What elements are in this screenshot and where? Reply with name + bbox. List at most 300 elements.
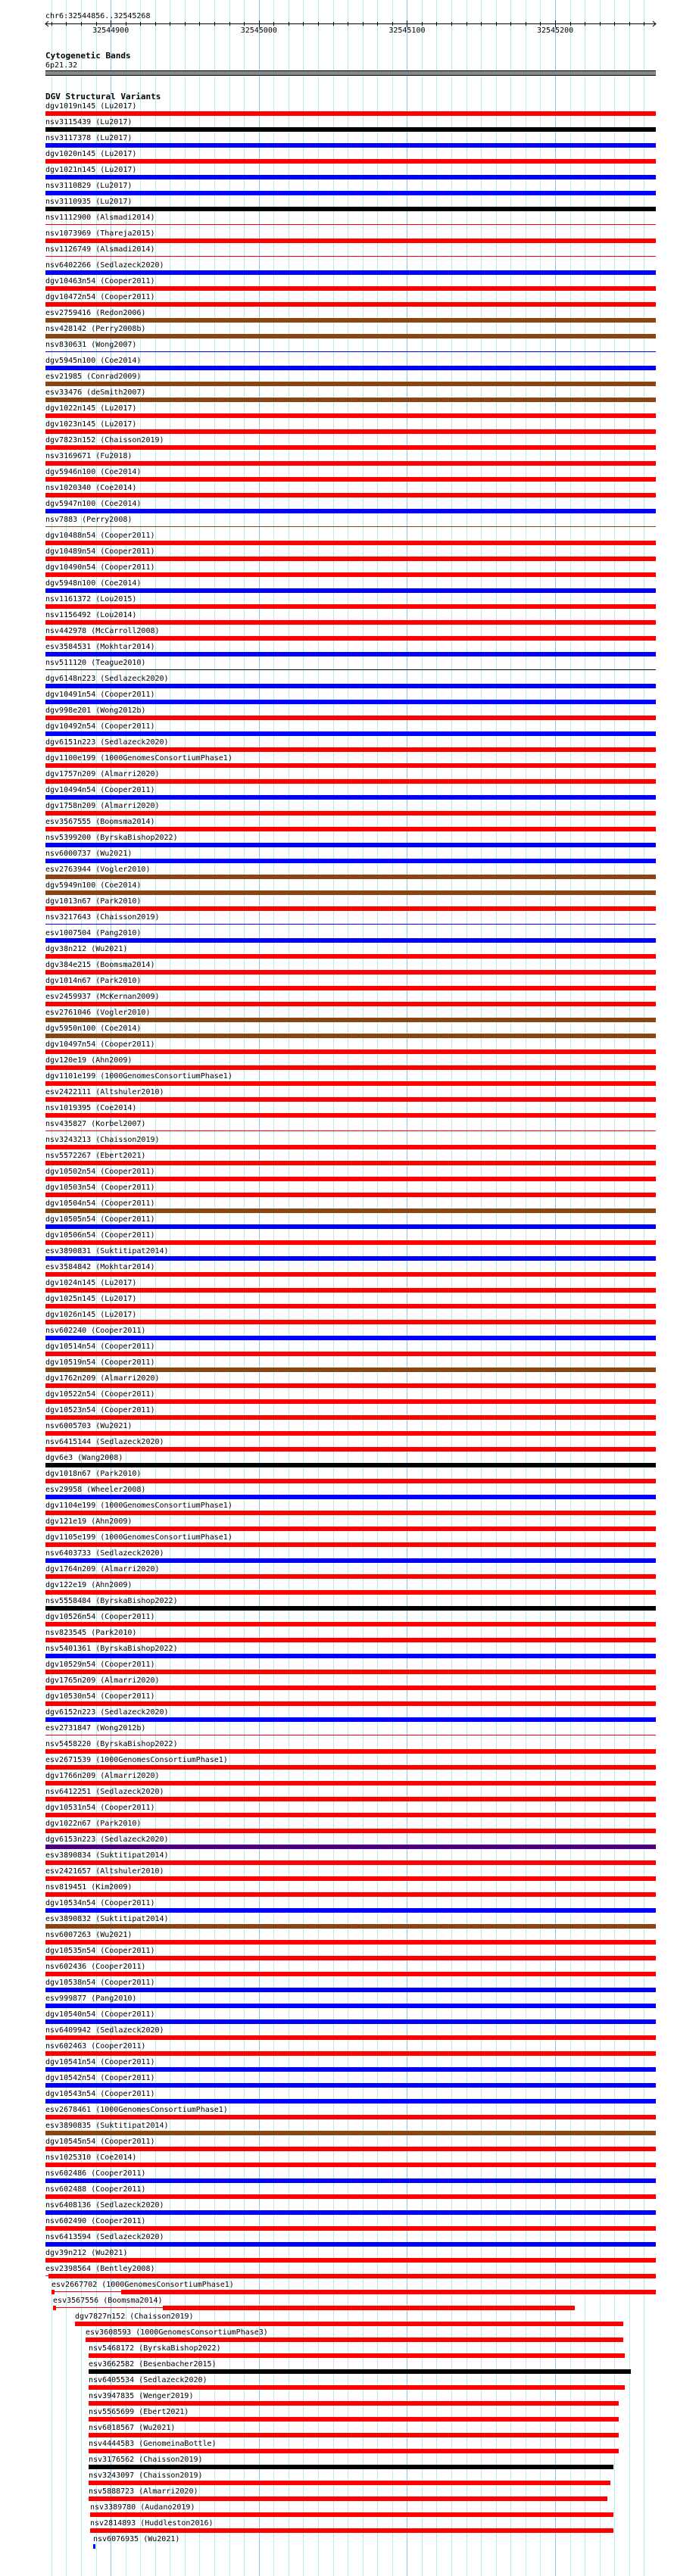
sv-label[interactable]: dgv10490n54 (Cooper2011) <box>45 563 155 572</box>
sv-label[interactable]: nsv602486 (Cooper2011) <box>45 2169 146 2178</box>
sv-label[interactable]: dgv1022n145 (Lu2017) <box>45 404 137 413</box>
sv-row[interactable] <box>0 148 674 164</box>
sv-label[interactable]: esv3890834 (Suktitipat2014) <box>45 1851 169 1860</box>
sv-row[interactable] <box>0 1134 674 1150</box>
sv-label[interactable]: esv3662582 (Besenbacher2015) <box>89 2360 217 2369</box>
sv-row[interactable] <box>0 1468 674 1484</box>
sv-bar[interactable] <box>45 445 656 450</box>
sv-label[interactable]: dgv5945n100 (Coe2014) <box>45 357 142 365</box>
sv-row[interactable] <box>0 2438 674 2454</box>
sv-bar[interactable] <box>45 1542 656 1547</box>
sv-label[interactable]: dgv10534n54 (Cooper2011) <box>45 1899 155 1907</box>
sv-row[interactable] <box>0 2359 674 2375</box>
sv-label[interactable]: esv2398564 (Bentley2008) <box>45 2265 155 2273</box>
sv-label[interactable]: nsv823545 (Park2010) <box>45 1629 137 1637</box>
sv-label[interactable]: nsv3115439 (Lu2017) <box>45 118 133 126</box>
sv-row[interactable] <box>0 1739 674 1754</box>
sv-bar[interactable] <box>45 1193 656 1197</box>
sv-bar[interactable] <box>45 1845 656 1849</box>
sv-label[interactable]: esv2667702 (1000GenomesConsortiumPhase1) <box>51 2281 234 2289</box>
sv-bar[interactable] <box>45 1479 656 1483</box>
sv-row[interactable] <box>0 975 674 991</box>
sv-label[interactable]: nsv602436 (Cooper2011) <box>45 1963 146 1971</box>
sv-row[interactable] <box>0 2009 674 2025</box>
sv-label[interactable]: dgv1765n209 (Almarri2020) <box>45 1676 160 1685</box>
sv-label[interactable]: dgv10529n54 (Cooper2011) <box>45 1661 155 1669</box>
sv-bar[interactable] <box>45 127 656 132</box>
sv-row[interactable] <box>0 594 674 610</box>
sv-row[interactable] <box>0 1818 674 1834</box>
sv-bar[interactable] <box>90 2528 613 2533</box>
sv-bar[interactable] <box>45 716 656 720</box>
sv-bar[interactable] <box>45 954 656 959</box>
sv-label[interactable]: nsv6409942 (Sedlazeck2020) <box>45 2026 164 2035</box>
sv-label[interactable]: dgv10523n54 (Cooper2011) <box>45 1406 155 1414</box>
sv-label[interactable]: esv2763944 (Vogler2010) <box>45 865 151 874</box>
sv-bar[interactable] <box>45 1558 656 1563</box>
sv-row[interactable] <box>0 1977 674 1993</box>
sv-bar[interactable] <box>45 731 656 736</box>
sv-bar[interactable] <box>45 429 656 434</box>
sv-row[interactable] <box>0 546 674 562</box>
sv-row[interactable] <box>0 769 674 784</box>
sv-bar[interactable] <box>55 2291 121 2292</box>
sv-label[interactable]: esv3608593 (1000GenomesConsortiumPhase3) <box>86 2328 268 2337</box>
sv-bar[interactable] <box>45 191 656 195</box>
sv-row[interactable] <box>0 2327 674 2343</box>
sv-bar[interactable] <box>45 2131 656 2135</box>
sv-label[interactable]: esv2761046 (Vogler2010) <box>45 1009 151 1017</box>
sv-label[interactable]: dgv10538n54 (Cooper2011) <box>45 1979 155 1987</box>
sv-bar[interactable] <box>93 2544 95 2549</box>
sv-row[interactable] <box>0 1834 674 1850</box>
sv-label[interactable]: nsv3947835 (Wenger2019) <box>89 2392 194 2400</box>
sv-label[interactable]: nsv2814893 (Huddleston2016) <box>90 2519 214 2528</box>
sv-label[interactable]: esv21985 (Conrad2009) <box>45 373 142 381</box>
sv-row[interactable] <box>0 1866 674 1882</box>
sv-row[interactable] <box>0 1548 674 1564</box>
sv-label[interactable]: esv2671539 (1000GenomesConsortiumPhase1) <box>45 1756 228 1764</box>
sv-label[interactable]: dgv6152n223 (Sedlazeck2020) <box>45 1708 169 1717</box>
sv-row[interactable] <box>0 387 674 403</box>
sv-row[interactable] <box>0 1071 674 1087</box>
sv-label[interactable]: dgv10535n54 (Cooper2011) <box>45 1947 155 1955</box>
sv-row[interactable] <box>0 562 674 578</box>
sv-bar[interactable] <box>45 207 656 211</box>
sv-bar[interactable] <box>45 413 656 418</box>
sv-row[interactable] <box>0 1023 674 1039</box>
sv-bar[interactable] <box>45 382 656 386</box>
sv-row[interactable] <box>0 753 674 769</box>
sv-row[interactable] <box>0 2486 674 2502</box>
sv-bar[interactable] <box>45 1208 656 1213</box>
sv-bar[interactable] <box>45 239 656 243</box>
sv-bar[interactable] <box>45 1749 656 1754</box>
sv-row[interactable] <box>0 1707 674 1723</box>
sv-label[interactable]: dgv6153n223 (Sedlazeck2020) <box>45 1835 169 1844</box>
sv-row[interactable] <box>0 228 674 244</box>
sv-label[interactable]: nsv1019395 (Coe2014) <box>45 1104 137 1112</box>
sv-label[interactable]: dgv1019n145 (Lu2017) <box>45 102 137 111</box>
sv-label[interactable]: dgv10502n54 (Cooper2011) <box>45 1168 155 1176</box>
sv-label[interactable]: esv2759416 (Redon2006) <box>45 309 146 317</box>
sv-label[interactable]: dgv1014n67 (Park2010) <box>45 977 142 985</box>
sv-label[interactable]: nsv1025310 (Coe2014) <box>45 2153 137 2162</box>
sv-label[interactable]: dgv1023n145 (Lu2017) <box>45 420 137 429</box>
sv-label[interactable]: dgv10488n54 (Cooper2011) <box>45 532 155 540</box>
sv-row[interactable] <box>0 1102 674 1118</box>
sv-row[interactable] <box>0 1007 674 1023</box>
sv-label[interactable]: nsv1161372 (Lou2015) <box>45 595 137 603</box>
sv-bar[interactable] <box>45 1765 656 1770</box>
sv-label[interactable]: nsv602240 (Cooper2011) <box>45 1327 146 1335</box>
sv-label[interactable]: nsv1156492 (Lou2014) <box>45 611 137 619</box>
sv-bar[interactable] <box>45 747 656 752</box>
sv-row[interactable] <box>0 2025 674 2041</box>
sv-row[interactable] <box>0 1357 674 1373</box>
sv-row[interactable] <box>0 1898 674 1913</box>
sv-bar[interactable] <box>45 1590 656 1595</box>
sv-row[interactable] <box>0 1166 674 1182</box>
sv-label[interactable]: esv29958 (Wheeler2008) <box>45 1486 146 1494</box>
sv-row[interactable] <box>0 2375 674 2390</box>
sv-row[interactable] <box>0 1961 674 1977</box>
sv-bar[interactable] <box>89 2369 631 2374</box>
sv-label[interactable]: dgv122e19 (Ahn2009) <box>45 1581 133 1589</box>
sv-label[interactable]: nsv6413594 (Sedlazeck2020) <box>45 2233 164 2241</box>
sv-label[interactable]: dgv1758n209 (Almarri2020) <box>45 802 160 810</box>
sv-label[interactable]: nsv6018567 (Wu2021) <box>89 2424 176 2432</box>
sv-label[interactable]: dgv7827n152 (Chaisson2019) <box>75 2312 194 2321</box>
sv-row[interactable] <box>0 1452 674 1468</box>
sv-row[interactable] <box>0 2200 674 2216</box>
sv-bar[interactable] <box>45 1304 656 1308</box>
sv-row[interactable] <box>0 1786 674 1802</box>
sv-label[interactable]: esv3584842 (Mokhtar2014) <box>45 1263 155 1271</box>
sv-label[interactable]: nsv5572267 (Ebert2021) <box>45 1152 146 1160</box>
sv-row[interactable] <box>0 1611 674 1627</box>
sv-bar[interactable] <box>45 1495 656 1499</box>
sv-label[interactable]: dgv6148n223 (Sedlazeck2020) <box>45 675 169 683</box>
sv-bar[interactable] <box>45 1431 656 1436</box>
sv-bar[interactable] <box>45 986 656 990</box>
sv-bar[interactable] <box>45 2067 656 2072</box>
sv-label[interactable]: dgv10497n54 (Cooper2011) <box>45 1040 155 1049</box>
sv-row[interactable] <box>0 1230 674 1246</box>
sv-row[interactable] <box>0 943 674 959</box>
sv-label[interactable]: dgv998e201 (Wong2012b) <box>45 706 146 715</box>
sv-label[interactable]: nsv1112900 (Alsmadi2014) <box>45 214 155 222</box>
sv-label[interactable]: dgv38n212 (Wu2021) <box>45 945 128 953</box>
sv-row[interactable] <box>0 1754 674 1770</box>
sv-bar[interactable] <box>45 1113 656 1118</box>
sv-row[interactable] <box>0 1150 674 1166</box>
sv-label[interactable]: nsv6405534 (Sedlazeck2020) <box>89 2376 208 2384</box>
sv-bar[interactable] <box>45 1240 656 1245</box>
sv-label[interactable]: esv2422111 (Altshuler2010) <box>45 1088 164 1096</box>
sv-label[interactable]: dgv10489n54 (Cooper2011) <box>45 547 155 556</box>
sv-bar[interactable] <box>45 461 656 466</box>
sv-row[interactable] <box>0 180 674 196</box>
sv-label[interactable]: nsv435827 (Korbel2007) <box>45 1120 146 1128</box>
sv-bar[interactable] <box>45 1956 656 1960</box>
sv-row[interactable] <box>0 276 674 292</box>
sv-label[interactable]: nsv6402266 (Sedlazeck2020) <box>45 261 164 270</box>
sv-row[interactable] <box>0 2279 674 2295</box>
sv-bar[interactable] <box>45 1829 656 1833</box>
sv-row[interactable] <box>0 2406 674 2422</box>
sv-bar[interactable] <box>45 588 656 593</box>
sv-row[interactable] <box>0 1532 674 1548</box>
sv-bar[interactable] <box>45 700 656 704</box>
sv-label[interactable]: dgv1104e199 (1000GenomesConsortiumPhase1) <box>45 1502 232 1510</box>
sv-row[interactable] <box>0 371 674 387</box>
sv-row[interactable] <box>0 1436 674 1452</box>
sv-bar[interactable] <box>45 2083 656 2088</box>
sv-row[interactable] <box>0 1516 674 1532</box>
sv-bar[interactable] <box>45 2210 656 2215</box>
sv-row[interactable] <box>0 2422 674 2438</box>
sv-bar[interactable] <box>45 1399 656 1404</box>
sv-bar[interactable] <box>45 1368 656 1372</box>
sv-bar[interactable] <box>56 2307 163 2308</box>
sv-label[interactable]: dgv120e19 (Ahn2009) <box>45 1056 133 1065</box>
sv-bar[interactable] <box>45 1049 656 1054</box>
sv-row[interactable] <box>0 2168 674 2184</box>
sv-bar[interactable] <box>45 652 656 656</box>
sv-label[interactable]: nsv3389780 (Audano2019) <box>90 2503 195 2512</box>
sv-bar[interactable] <box>45 970 656 975</box>
sv-label[interactable]: esv3567556 (Boomsma2014) <box>53 2297 163 2305</box>
sv-row[interactable] <box>0 1405 674 1421</box>
sv-label[interactable]: esv3567555 (Boomsma2014) <box>45 818 155 826</box>
sv-bar[interactable] <box>45 159 656 164</box>
sv-label[interactable]: nsv830631 (Wong2007) <box>45 341 137 349</box>
sv-bar[interactable] <box>45 351 656 352</box>
sv-row[interactable] <box>0 1325 674 1341</box>
sv-label[interactable]: dgv1766n209 (Almarri2020) <box>45 1772 160 1780</box>
sv-label[interactable]: esv2731847 (Wong2012b) <box>45 1724 146 1732</box>
sv-row[interactable] <box>0 1421 674 1436</box>
sv-label[interactable]: esv3890831 (Suktitipat2014) <box>45 1247 169 1255</box>
sv-bar[interactable] <box>45 1336 656 1340</box>
sv-row[interactable] <box>0 689 674 705</box>
sv-bar[interactable] <box>45 1735 656 1736</box>
sv-label[interactable]: esv2459937 (McKernan2009) <box>45 993 160 1001</box>
sv-row[interactable] <box>0 784 674 800</box>
sv-row[interactable] <box>0 466 674 482</box>
sv-bar[interactable] <box>45 111 656 116</box>
sv-label[interactable]: dgv1100e199 (1000GenomesConsortiumPhase1) <box>45 754 232 763</box>
sv-row[interactable] <box>0 1277 674 1293</box>
sv-bar[interactable] <box>45 1972 656 1976</box>
sv-label[interactable]: nsv3169671 (Fu2018) <box>45 452 133 460</box>
sv-row[interactable] <box>0 196 674 212</box>
sv-label[interactable]: nsv6007263 (Wu2021) <box>45 1931 133 1939</box>
sv-row[interactable] <box>0 1993 674 2009</box>
sv-row[interactable] <box>0 864 674 880</box>
sv-row[interactable] <box>0 2311 674 2327</box>
sv-row[interactable] <box>0 514 674 530</box>
sv-row[interactable] <box>0 212 674 228</box>
sv-label[interactable]: dgv1764n209 (Almarri2020) <box>45 1565 160 1573</box>
sv-row[interactable] <box>0 1850 674 1866</box>
sv-bar[interactable] <box>89 2353 625 2358</box>
sv-label[interactable]: nsv3243097 (Chaisson2019) <box>89 2472 203 2480</box>
sv-row[interactable] <box>0 1055 674 1071</box>
sv-bar[interactable] <box>89 2496 607 2501</box>
sv-label[interactable]: esv2678461 (1000GenomesConsortiumPhase1) <box>45 2106 228 2114</box>
sv-label[interactable]: esv1007504 (Pang2010) <box>45 929 142 937</box>
sv-label[interactable]: nsv3243213 (Chaisson2019) <box>45 1136 160 1144</box>
sv-label[interactable]: nsv5468172 (ByrskaBishop2022) <box>89 2344 221 2353</box>
sv-row[interactable] <box>0 530 674 546</box>
sv-bar[interactable] <box>45 2178 656 2183</box>
sv-label[interactable]: dgv10494n54 (Cooper2011) <box>45 786 155 794</box>
sv-row[interactable] <box>0 1913 674 1929</box>
sv-row[interactable] <box>0 2072 674 2088</box>
sv-label[interactable]: dgv10472n54 (Cooper2011) <box>45 293 155 301</box>
sv-row[interactable] <box>0 800 674 816</box>
sv-bar[interactable] <box>45 1908 656 1913</box>
sv-row[interactable] <box>0 2136 674 2152</box>
sv-row[interactable] <box>0 1659 674 1675</box>
sv-bar[interactable] <box>45 2019 656 2024</box>
sv-bar[interactable] <box>45 1463 656 1467</box>
sv-row[interactable] <box>0 1770 674 1786</box>
sv-row[interactable] <box>0 1341 674 1357</box>
sv-row[interactable] <box>0 244 674 260</box>
sv-row[interactable] <box>0 1214 674 1230</box>
sv-label[interactable]: dgv1101e199 (1000GenomesConsortiumPhase1) <box>45 1072 232 1081</box>
sv-label[interactable]: nsv6415144 (Sedlazeck2020) <box>45 1438 164 1446</box>
sv-label[interactable]: nsv5565699 (Ebert2021) <box>89 2408 189 2416</box>
sv-label[interactable]: dgv7823n152 (Chaisson2019) <box>45 436 164 444</box>
sv-bar[interactable] <box>121 2290 656 2294</box>
sv-row[interactable] <box>0 1643 674 1659</box>
sv-row[interactable] <box>0 832 674 848</box>
sv-bar[interactable] <box>45 1892 656 1897</box>
sv-label[interactable]: nsv6005703 (Wu2021) <box>45 1422 133 1430</box>
sv-row[interactable] <box>0 1246 674 1261</box>
sv-row[interactable] <box>0 323 674 339</box>
sv-label[interactable]: nsv602490 (Cooper2011) <box>45 2217 146 2225</box>
sv-bar[interactable] <box>45 1272 656 1277</box>
sv-label[interactable]: dgv10526n54 (Cooper2011) <box>45 1613 155 1621</box>
sv-row[interactable] <box>0 928 674 943</box>
sv-label[interactable]: nsv602488 (Cooper2011) <box>45 2185 146 2194</box>
sv-label[interactable]: dgv10503n54 (Cooper2011) <box>45 1184 155 1192</box>
sv-label[interactable]: nsv6000737 (Wu2021) <box>45 850 133 858</box>
sv-row[interactable] <box>0 1087 674 1102</box>
sv-label[interactable]: nsv4444583 (GenomeinaBottle) <box>89 2440 217 2448</box>
sv-row[interactable] <box>0 2390 674 2406</box>
sv-bar[interactable] <box>45 1256 656 1261</box>
sv-label[interactable]: dgv10491n54 (Cooper2011) <box>45 691 155 699</box>
sv-row[interactable] <box>0 2231 674 2247</box>
sv-label[interactable]: dgv1018n67 (Park2010) <box>45 1470 142 1478</box>
sv-bar[interactable] <box>45 1177 656 1181</box>
sv-row[interactable] <box>0 2104 674 2120</box>
sv-bar[interactable] <box>45 1813 656 1817</box>
sv-bar[interactable] <box>89 2465 613 2469</box>
sv-bar[interactable] <box>45 256 656 257</box>
sv-row[interactable] <box>0 1802 674 1818</box>
sv-row[interactable] <box>0 1198 674 1214</box>
sv-label[interactable]: esv3890835 (Suktitipat2014) <box>45 2122 169 2130</box>
sv-bar[interactable] <box>45 1622 656 1626</box>
sv-row[interactable] <box>0 435 674 451</box>
sv-bar[interactable] <box>45 286 656 291</box>
sv-bar[interactable] <box>45 875 656 879</box>
sv-label[interactable]: dgv5949n100 (Coe2014) <box>45 881 142 890</box>
sv-bar[interactable] <box>45 604 656 609</box>
sv-bar[interactable] <box>45 1860 656 1865</box>
sv-bar[interactable] <box>45 318 656 323</box>
sv-row[interactable] <box>0 2152 674 2168</box>
sv-row[interactable] <box>0 625 674 641</box>
sv-bar[interactable] <box>45 1701 656 1706</box>
sv-row[interactable] <box>0 1929 674 1945</box>
sv-bar[interactable] <box>45 2099 656 2104</box>
sv-bar[interactable] <box>45 843 656 847</box>
sv-row[interactable] <box>0 1039 674 1055</box>
sv-label[interactable]: nsv3176562 (Chaisson2019) <box>89 2456 203 2464</box>
sv-bar[interactable] <box>45 1574 656 1579</box>
sv-label[interactable]: dgv1025n145 (Lu2017) <box>45 1295 137 1303</box>
sv-label[interactable]: nsv5558484 (ByrskaBishop2022) <box>45 1597 178 1605</box>
sv-row[interactable] <box>0 307 674 323</box>
sv-bar[interactable] <box>45 541 656 545</box>
sv-label[interactable]: dgv10506n54 (Cooper2011) <box>45 1231 155 1240</box>
sv-label[interactable]: dgv5946n100 (Coe2014) <box>45 468 142 476</box>
sv-row[interactable] <box>0 355 674 371</box>
sv-label[interactable]: nsv1126749 (Alsmadi2014) <box>45 245 155 254</box>
sv-bar[interactable] <box>45 906 656 911</box>
sv-bar[interactable] <box>45 1415 656 1420</box>
sv-label[interactable]: nsv511120 (Teague2010) <box>45 659 146 667</box>
sv-row[interactable] <box>0 164 674 180</box>
sv-label[interactable]: nsv6403733 (Sedlazeck2020) <box>45 1549 164 1558</box>
sv-bar[interactable] <box>45 1383 656 1388</box>
sv-bar[interactable] <box>45 827 656 831</box>
sv-row[interactable] <box>0 2295 674 2311</box>
sv-bar[interactable] <box>45 1797 656 1801</box>
sv-label[interactable]: nsv602463 (Cooper2011) <box>45 2042 146 2051</box>
sv-bar[interactable] <box>45 2258 656 2263</box>
sv-label[interactable]: dgv5947n100 (Coe2014) <box>45 500 142 508</box>
sv-label[interactable]: dgv10531n54 (Cooper2011) <box>45 1804 155 1812</box>
sv-bar[interactable] <box>86 2337 623 2342</box>
sv-bar[interactable] <box>45 1002 656 1006</box>
sv-bar[interactable] <box>45 684 656 688</box>
sv-bar[interactable] <box>45 1161 656 1165</box>
sv-bar[interactable] <box>45 1145 656 1149</box>
sv-row[interactable] <box>0 1595 674 1611</box>
sv-label[interactable]: dgv1026n145 (Lu2017) <box>45 1311 137 1319</box>
sv-bar[interactable] <box>45 1781 656 1785</box>
sv-bar[interactable] <box>45 938 656 943</box>
sv-label[interactable]: dgv10463n54 (Cooper2011) <box>45 277 155 285</box>
sv-label[interactable]: dgv1021n145 (Lu2017) <box>45 166 137 174</box>
sv-label[interactable]: nsv442978 (McCarroll2008) <box>45 627 160 635</box>
sv-row[interactable] <box>0 959 674 975</box>
sv-bar[interactable] <box>45 1717 656 1722</box>
sv-bar[interactable] <box>163 2306 575 2310</box>
sv-bar[interactable] <box>45 2242 656 2247</box>
sv-row[interactable] <box>0 1182 674 1198</box>
sv-label[interactable]: dgv121e19 (Ahn2009) <box>45 1517 133 1526</box>
